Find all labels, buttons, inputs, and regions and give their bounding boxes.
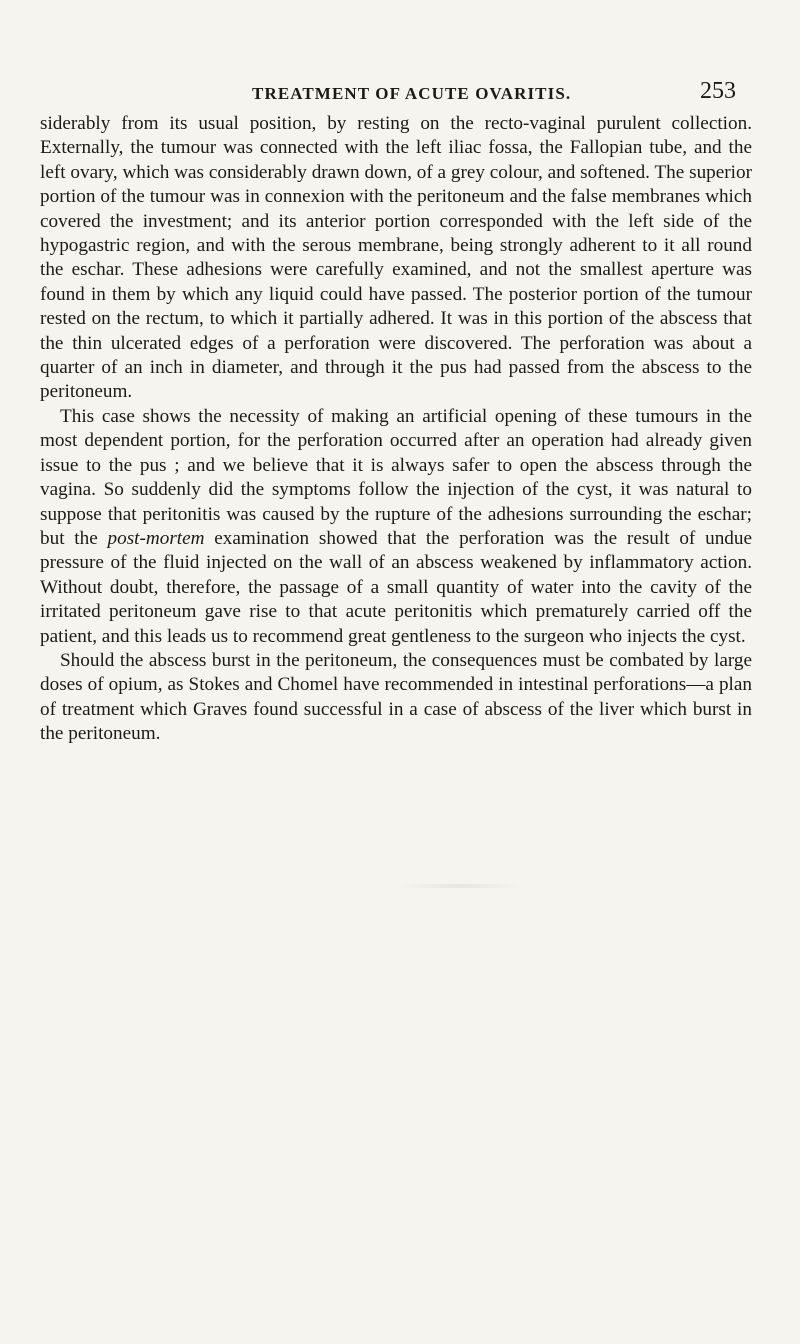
body-text — [40, 112, 752, 747]
paragraph-2 — [40, 405, 752, 649]
paper-smudge — [400, 884, 520, 888]
paragraph-2-italic-term: post-mortem — [107, 527, 205, 549]
paragraph-2-text-start: This case shows the necessity of making an artificial opening of these tumours in the most dependent portion, for the perforation occurred after an operation had already given issue to the pus ; and we believe that it is always safer to open the abscess through the vagina. So suddenly did the symptoms follow the injection of the cyst, it was natural to suppose that peritonitis was caused by the rupture of the adhesions surrounding the eschar; but the — [40, 405, 752, 549]
paragraph-1: siderably from its usual position, by resting on the recto-vaginal purulent collection. Externally, the tumour was connected with the left iliac fossa, the Fallopian tube, and the left ovary, which was considerably drawn down, of a grey colour, and softened. The superior portion of the tumour was in connexion with the peritoneum and the false membranes which covered the investment; and its anterior portion corresponded with the left side of the hypogastric region, and with the serous membrane, being strongly adherent to it all round the eschar. These adhesions were carefully examined, and not the smallest aperture was found in them by which any liquid could have passed. The posterior portion of the tumour rested on the rectum, to which it partially adhered. It was in this portion of the abscess that the thin ulcerated edges of a perforation were discovered. The perforation was about a quarter of an inch in diameter, and through it the pus had passed from the abscess to the peritoneum. — [40, 113, 752, 403]
paragraph-3: Should the abscess burst in the peritoneum, the consequences must be combated by large doses of opium, as Stokes and Chomel have recommended in intestinal perforations—a plan of treatment which Graves found successful in a case of abscess of the liver which burst in the peritoneum. — [40, 649, 752, 745]
paragraph-2-text-end: examination showed that the perforation was the result of undue pressure of the fluid injected on the wall of an abscess weakened by inflammatory action. Without doubt, therefore, the passage of a small quantity of water into the cavity of the irritated peritoneum gave rise to that acute peritonitis which prematurely carried off the patient, and this leads us to recommend great gentleness to the surgeon who injects the cyst. — [40, 527, 752, 647]
page-number: 253 — [700, 78, 736, 104]
running-head: TREATMENT OF ACUTE OVARITIS. — [252, 84, 572, 103]
